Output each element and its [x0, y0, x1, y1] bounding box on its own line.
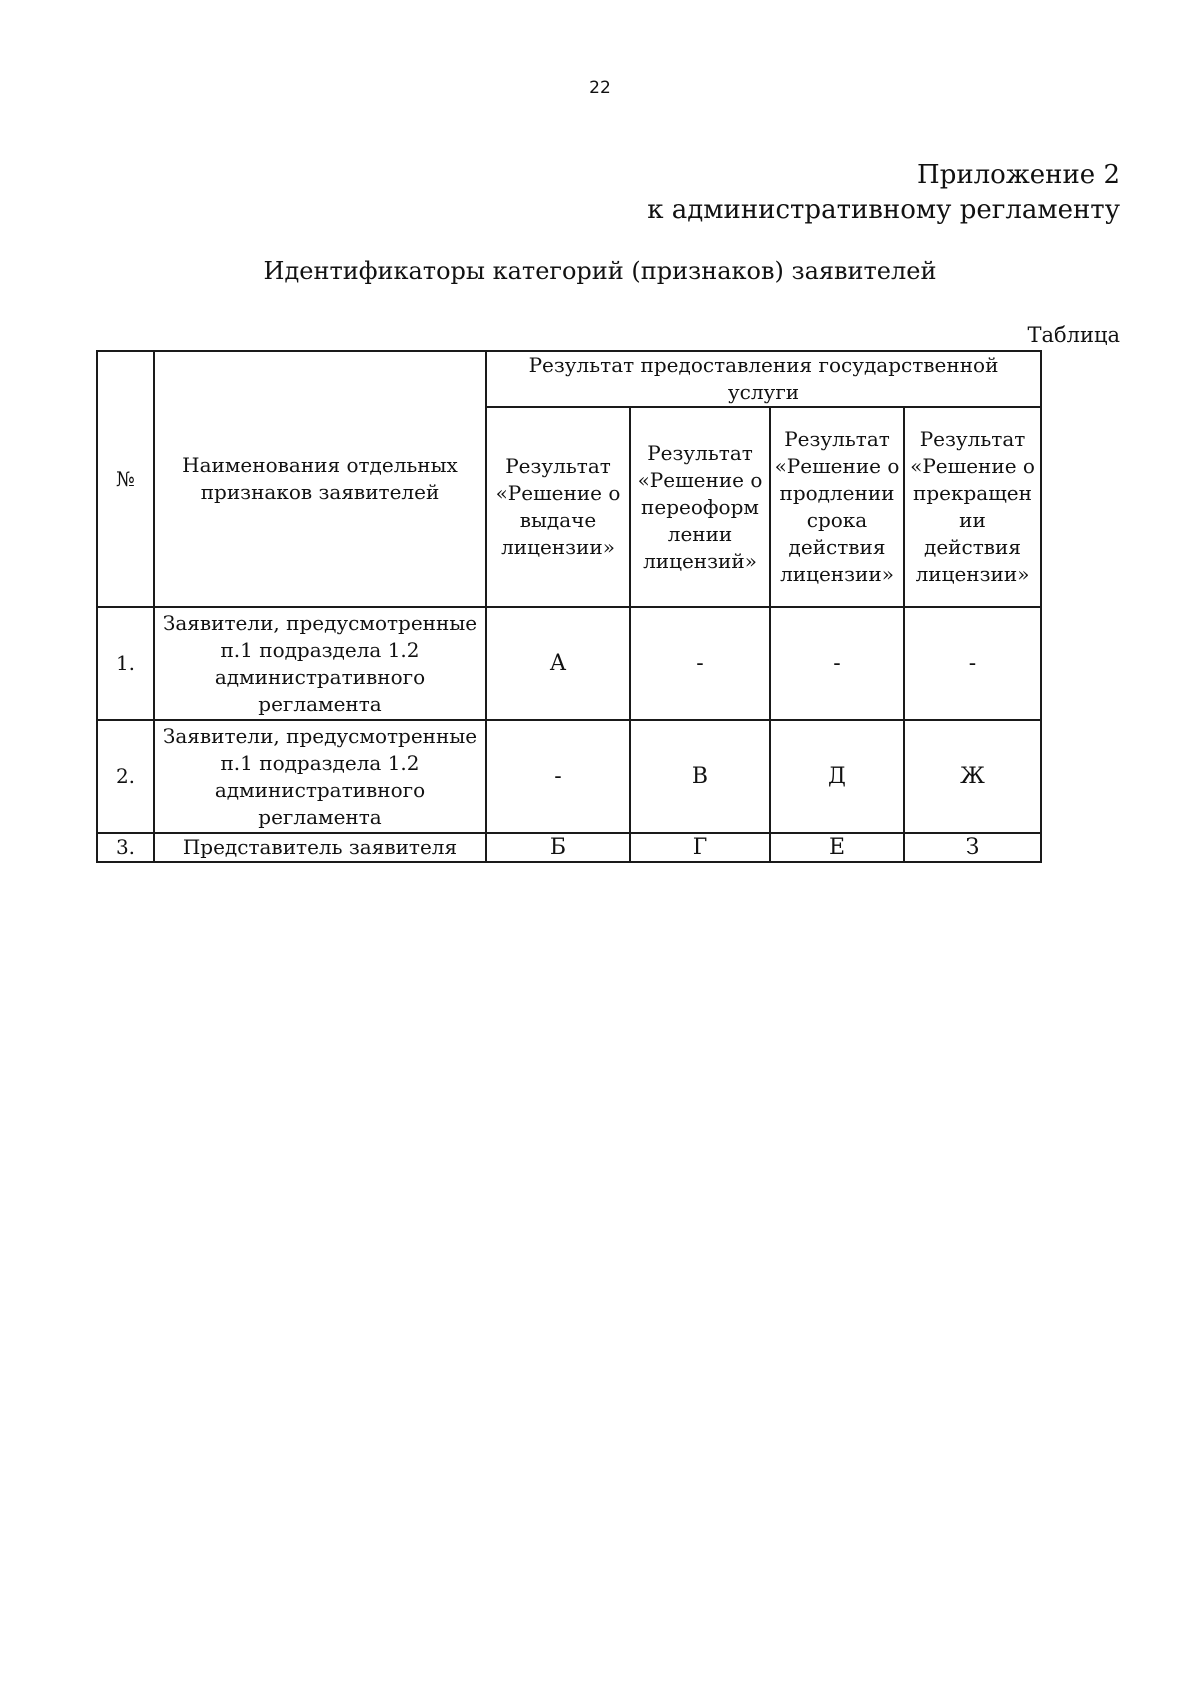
- row-value-termination: З: [904, 833, 1041, 862]
- document-title: Идентификаторы категорий (признаков) заявителей: [263, 257, 937, 285]
- row-number: 1.: [97, 607, 154, 720]
- table-row: [97, 607, 1041, 720]
- row-value-extension: Е: [770, 833, 904, 862]
- header-result-termination: Результат «Решение о прекращен ии действия лицензии»: [904, 407, 1041, 607]
- table-label: Таблица: [1027, 323, 1120, 347]
- row-value-issue: Б: [486, 833, 630, 862]
- header-result-extension: Результат «Решение о продлении срока действия лицензии»: [770, 407, 904, 607]
- row-number: 3.: [97, 833, 154, 862]
- appendix-caption: [647, 158, 1120, 228]
- appendix-line-2: к административному регламенту: [647, 195, 1120, 225]
- row-applicant-name: Заявители, предусмотренные п.1 подраздела 1.2 административного регламента: [154, 607, 486, 720]
- row-number: 2.: [97, 720, 154, 833]
- row-value-extension: -: [770, 607, 904, 720]
- row-value-issue: А: [486, 607, 630, 720]
- row-value-reissue: В: [630, 720, 770, 833]
- header-service-result: Результат предоставления государственной услуги: [486, 351, 1041, 407]
- identifiers-table: [96, 350, 1042, 863]
- table-row: [97, 833, 1041, 862]
- header-number: №: [97, 351, 154, 607]
- page-number: 22: [589, 78, 611, 98]
- row-value-reissue: -: [630, 607, 770, 720]
- row-applicant-name: Заявители, предусмотренные п.1 подраздела 1.2 административного регламента: [154, 720, 486, 833]
- header-applicant-features: Наименования отдельных признаков заявителей: [154, 351, 486, 607]
- row-value-reissue: Г: [630, 833, 770, 862]
- row-value-extension: Д: [770, 720, 904, 833]
- row-value-termination: Ж: [904, 720, 1041, 833]
- table-header-row-1: [97, 351, 1041, 407]
- appendix-line-1: Приложение 2: [917, 160, 1120, 190]
- row-applicant-name: Представитель заявителя: [154, 833, 486, 862]
- header-result-issue: Результат «Решение о выдаче лицензии»: [486, 407, 630, 607]
- table-row: [97, 720, 1041, 833]
- header-result-reissue: Результат «Решение о переоформ лении лицензий»: [630, 407, 770, 607]
- row-value-termination: -: [904, 607, 1041, 720]
- row-value-issue: -: [486, 720, 630, 833]
